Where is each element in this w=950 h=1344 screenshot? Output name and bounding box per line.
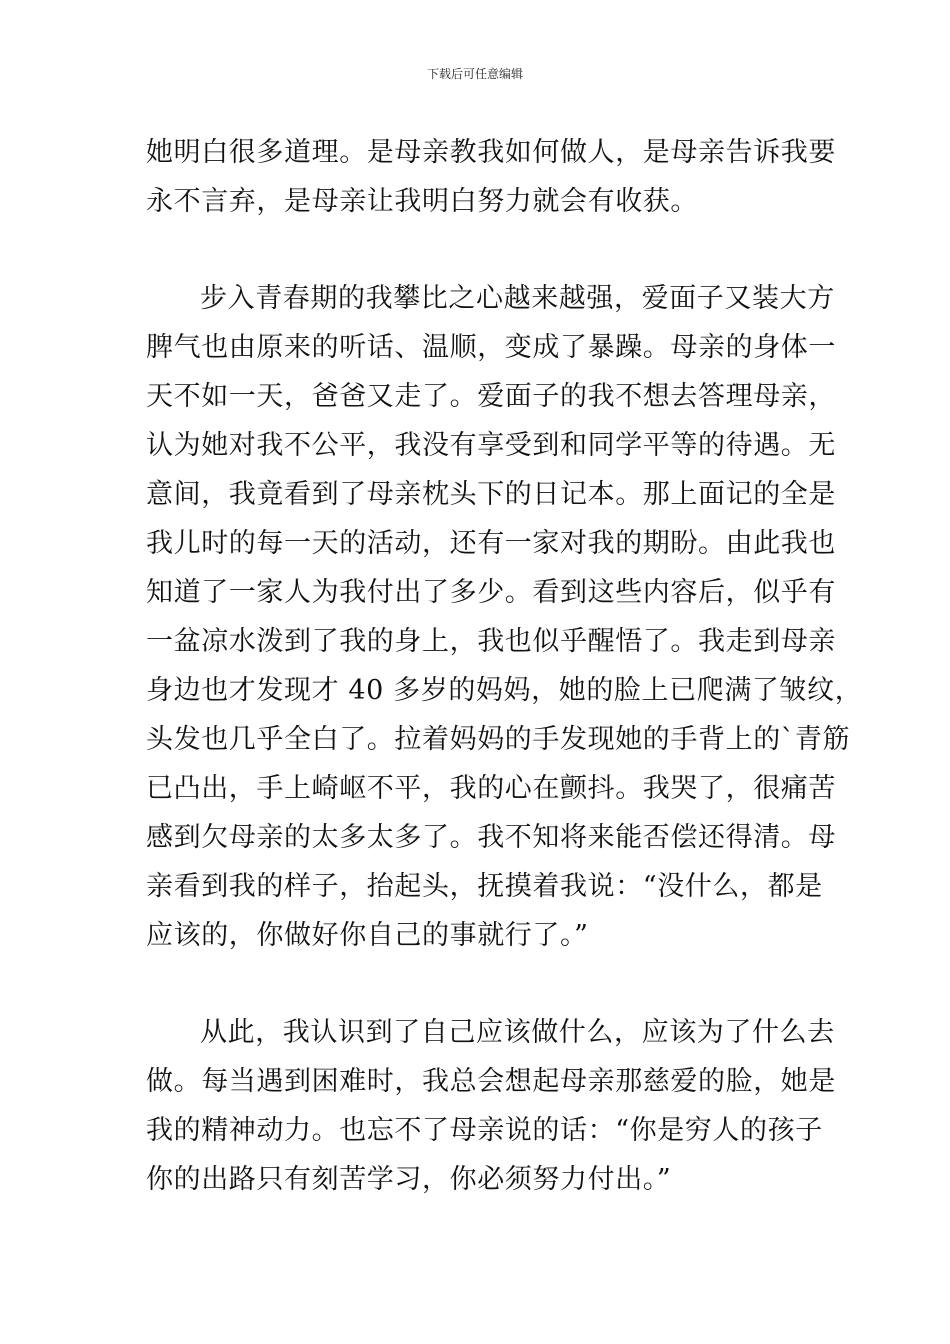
- text-line: 头发也几乎全白了。拉着妈妈的手发现她的手背上的`青筋: [146, 724, 851, 755]
- text-line: 从此，我认识到了自己应该做什么，应该为了什么去: [200, 1017, 835, 1048]
- text-line: 脾气也由原来的听话、温顺，变成了暴躁。母亲的身体一: [146, 332, 836, 363]
- text-line: 亲看到我的样子，抬起头，抚摸着我说：“没什么，都是: [146, 871, 823, 902]
- text-line: 感到欠母亲的太多太多了。我不知将来能否偿还得清。母: [146, 822, 836, 853]
- text-line: 天不如一天，爸爸又走了。爱面子的我不想去答理母亲，: [146, 381, 836, 412]
- paragraph-gap: [146, 960, 806, 1008]
- document-body: [146, 128, 863, 1204]
- paragraph-3: [146, 1008, 836, 1204]
- text-line: 永不言弃，是母亲让我明白努力就会有收获。: [146, 186, 698, 217]
- page-header: 下载后可任意编辑: [426, 67, 523, 81]
- text-line: 我儿时的每一天的活动，还有一家对我的期盼。由此我也: [146, 528, 836, 559]
- text-line: 身边也才发现才 40 多岁的妈妈，她的脸上已爬满了皱纹，: [146, 675, 863, 706]
- text-line: 步入青春期的我攀比之心越来越强，爱面子又装大方: [200, 283, 835, 314]
- text-line: 知道了一家人为我付出了多少。看到这些内容后，似乎有: [146, 577, 836, 608]
- paragraph-2: [146, 274, 863, 960]
- text-line: 意间，我竟看到了母亲枕头下的日记本。那上面记的全是: [146, 479, 836, 510]
- text-line: 我的精神动力。也忘不了母亲说的话：“你是穷人的孩子: [146, 1115, 823, 1146]
- text-line: 她明白很多道理。是母亲教我如何做人，是母亲告诉我要: [146, 137, 836, 168]
- text-line: 已凸出，手上崎岖不平，我的心在颤抖。我哭了，很痛苦: [146, 773, 836, 804]
- text-line: 你的出路只有刻苦学习，你必须努力付出。”: [146, 1164, 672, 1195]
- text-line: 一盆凉水泼到了我的身上，我也似乎醒悟了。我走到母亲: [146, 626, 836, 657]
- text-line: 认为她对我不公平，我没有享受到和同学平等的待遇。无: [146, 430, 836, 461]
- text-line: 做。每当遇到困难时，我总会想起母亲那慈爱的脸，她是: [146, 1066, 836, 1097]
- paragraph-gap: [146, 226, 806, 274]
- paragraph-1: [146, 128, 836, 226]
- text-line: 应该的，你做好你自己的事就行了。”: [146, 920, 589, 951]
